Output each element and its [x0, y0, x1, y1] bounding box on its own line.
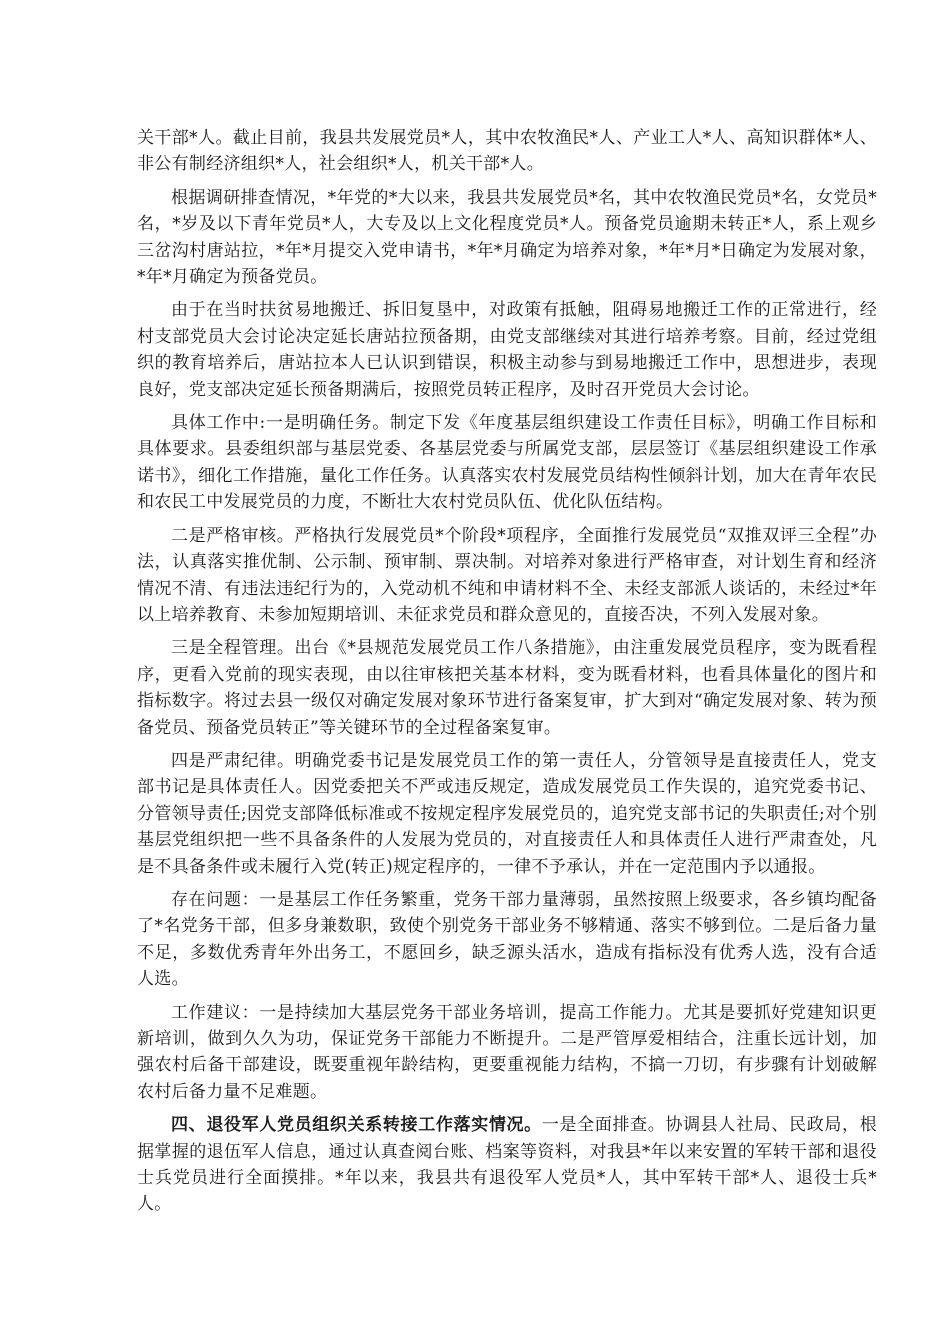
paragraph: [137, 1112, 877, 1218]
paragraph-text: 四是严肃纪律。明确党委书记是发展党员工作的第一责任人，分管领导是直接责任人，党支部书记是具体责任人。因党委把关不严或违反规定，造成发展党员工作失误的，追究党委书记、分管领导责任;因党支部降低标准或不按规定程序发展党员的，追究党支部书记的失职责任;对个别基层党组织把一些不具备条件的人发展为党员的，对直接责任人和具体责任人进行严肃查处，凡是不具备条件或未履行入党(转正)规定程序的，一律不予承认，并在一定范围内予以通报。: [137, 750, 877, 877]
paragraph: [137, 887, 877, 993]
paragraph-text: 具体工作中:一是明确任务。制定下发《年度基层组织建设工作责任目标》，明确工作目标和具体要求。县委组织部与基层党委、各基层党委与所属党支部，层层签订《基层组织建设工作承诺书》，细化工作措施，量化工作任务。认真落实农村发展党员结构性倾斜计划，加大在青年农民和农民工中发展党员的力度，不断壮大农村党员队伍、优化队伍结构。: [137, 413, 877, 513]
paragraph-text: 关干部*人。截止目前，我县共发展党员*人，其中农牧渔民*人、产业工人*人、高知识群体*人、非公有制经济组织*人，社会组织*人，机关干部*人。: [137, 128, 877, 175]
paragraph: [137, 297, 877, 403]
paragraph-text: 一是全面排查。协调县人社局、民政局，根据掌握的退伍军人信息，通过认真查阅台账、档案等资料，对我县*年以来安置的军转干部和退役士兵党员进行全面摸排。*年以来，我县共有退役军人党员*人，其中军转干部*人、退役士兵*人。: [137, 1115, 877, 1215]
paragraph: [137, 1000, 877, 1106]
section-heading: 四、退役军人党员组织关系转接工作落实情况。: [171, 1115, 542, 1136]
paragraph-text: 三是全程管理。出台《*县规范发展党员工作八条措施》，由注重发展党员程序，变为既看程序，更看入党前的现实表现，由以往审核把关基本材料，变为既看材料，也看具体量化的图片和指标数字。将过去县一级仅对确定发展对象环节进行备案复审，扩大到对“确定发展对象、转为预备党员、预备党员转正”等关键环节的全过程备案复审。: [137, 638, 877, 738]
paragraph-text: 存在问题：一是基层工作任务繁重，党务干部力量薄弱，虽然按照上级要求，各乡镇均配备了*名党务干部，但多身兼数职，致使个别党务干部业务不够精通、落实不够到位。二是后备力量不足，多数优秀青年外出务工，不愿回乡，缺乏源头活水，造成有指标没有优秀人选，没有合适人选。: [137, 889, 877, 990]
paragraph-text: 工作建议：一是持续加大基层党务干部业务培训，提高工作能力。尤其是要抓好党建知识更新培训，做到久久为功，保证党务干部能力不断提升。二是严管厚爱相结合，注重长远计划，加强农村后备干部建设，既要重视年龄结构，更要重视能力结构，不搞一刀切，有步骤有计划破解农村后备力量不足难题。: [137, 1002, 877, 1102]
document-body: [137, 125, 877, 1225]
paragraph-text: 根据调研排查情况，*年党的*大以来，我县共发展党员*名，其中农牧渔民党员*名，女党员*名，*岁及以下青年党员*人，大专及以上文化程度党员*人。预备党员逾期未转正*人，系上观乡三岔沟村唐站拉，*年*月提交入党申请书，*年*月确定为培养对象，*年*月*日确定为发展对象，*年*月确定为预备党员。: [137, 187, 877, 288]
paragraph: [137, 410, 877, 516]
paragraph: [137, 125, 877, 178]
paragraph-text: 由于在当时扶贫易地搬迁、拆旧复垦中，对政策有抵触，阻碍易地搬迁工作的正常进行，经村支部党员大会讨论决定延长唐站拉预备期，由党支部继续对其进行培养考察。目前，经过党组织的教育培养后，唐站拉本人已认识到错误，积极主动参与到易地搬迁工作中，思想进步，表现良好，党支部决定延长预备期满后，按照党员转正程序，及时召开党员大会讨论。: [137, 300, 877, 400]
paragraph: [137, 635, 877, 741]
paragraph-text: 二是严格审核。严格执行发展党员*个阶段*项程序，全面推行发展党员“双推双评三全程”办法，认真落实推优制、公示制、预审制、票决制。对培养对象进行严格审查，对计划生育和经济情况不清、有违法违纪行为的，入党动机不纯和申请材料不全、未经支部派人谈话的，未经过*年以上培养教育、未参加短期培训、未征求党员和群众意见的，直接否决，不列入发展对象。: [137, 525, 877, 625]
paragraph: [137, 185, 877, 291]
paragraph: [137, 523, 877, 629]
paragraph: [137, 748, 877, 880]
